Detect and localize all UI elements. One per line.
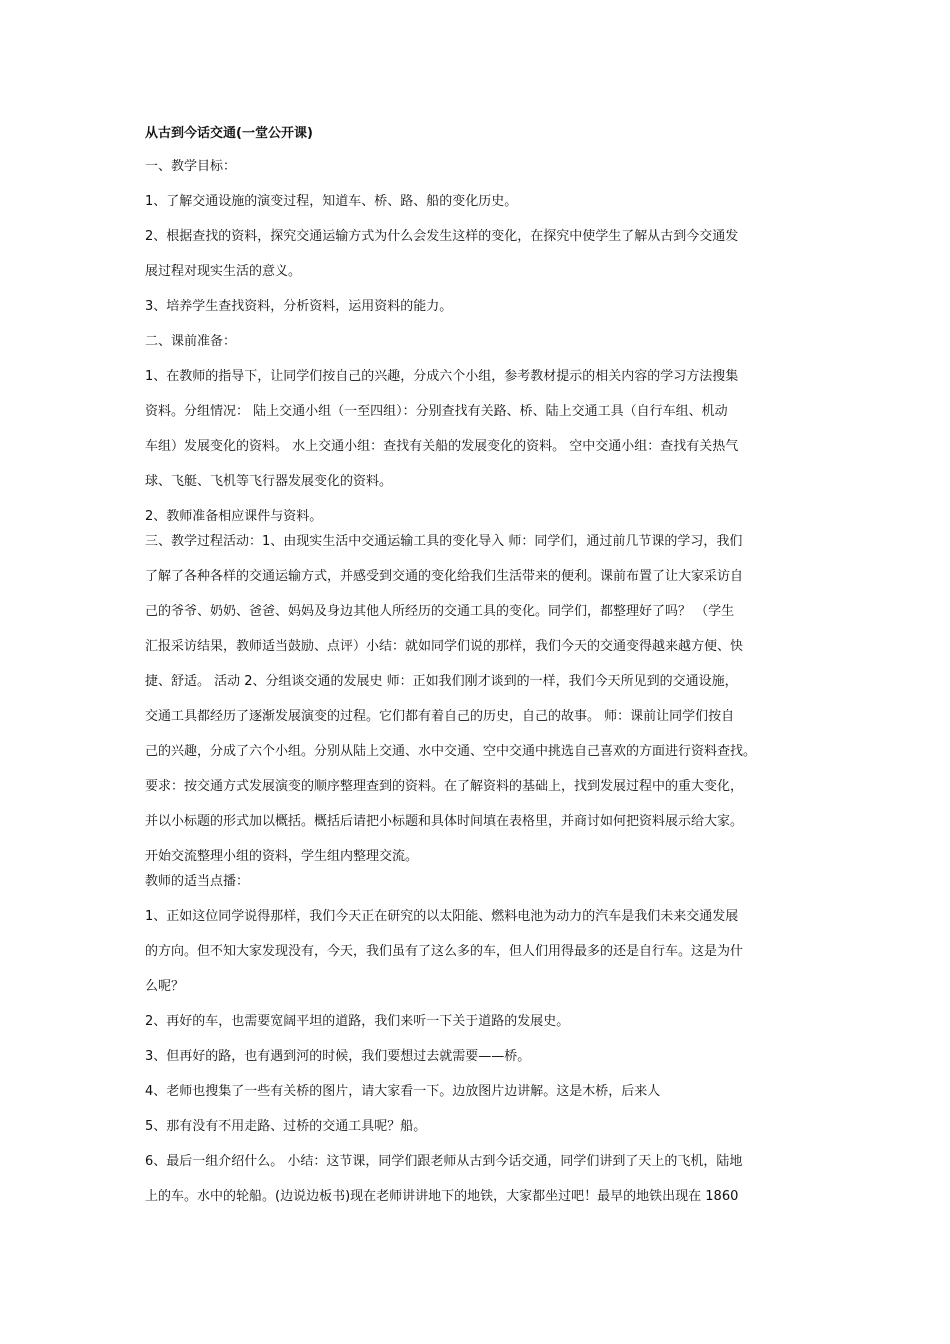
tip-1-line-1: 1、正如这位同学说得那样，我们今天正在研究的以太阳能、燃料电池为动力的汽车是我们未来交通发展 [145,909,739,924]
tip-6-line-2: 上的车。水中的轮船。(边说边板书)现在老师讲讲地下的地铁，大家都坐过吧！最早的地铁出现在 1860 [145,1189,739,1204]
objective-2-line-1: 2、根据查找的资料，探究交通运输方式为什么会发生这样的变化，在探究中使学生了解从古到今交通发 [145,229,739,244]
process-line-2: 了解了各种各样的交通运输方式，并感受到交通的变化给我们生活带来的便利。课前布置了让大家采访自 [145,569,744,584]
teacher-tips-heading: 教师的适当点播： [145,874,250,889]
process-line-10: 开始交流整理小组的资料，学生组内整理交流。 [145,849,419,864]
tip-2: 2、再好的车，也需要宽阔平坦的道路，我们来听一下关于道路的发展史。 [145,1014,570,1029]
preparation-1-line-2: 资料。分组情况： 陆上交通小组（一至四组）：分别查找有关路、桥、陆上交通工具（自行车组、机动 [145,404,728,419]
process-line-5: 捷、舒适。 活动 2、分组谈交通的发展史 师：正如我们刚才谈到的一样，我们今天所见到的交通设施， [145,674,738,689]
tip-3: 3、但再好的路，也有遇到河的时候，我们要想过去就需要——桥。 [145,1049,531,1064]
tip-5: 5、那有没有不用走路、过桥的交通工具呢？船。 [145,1119,427,1134]
section-heading-objectives: 一、教学目标： [145,159,237,174]
objective-2-line-2: 展过程对现实生活的意义。 [145,264,302,279]
process-line-4: 汇报采访结果，教师适当鼓励、点评）小结：就如同学们说的那样，我们今天的交通变得越来越方便、快 [145,639,744,654]
preparation-2: 2、教师准备相应课件与资料。 [145,509,323,524]
process-line-8: 要求：按交通方式发展演变的顺序整理查到的资料。在了解资料的基础上，找到发展过程中的重大变化， [145,779,744,794]
tip-1-line-3: 么呢？ [145,979,185,994]
process-line-3: 己的爷爷、奶奶、爸爸、妈妈及身边其他人所经历的交通工具的变化。同学们，都整理好了吗？ （学生 [145,604,735,619]
preparation-1-line-4: 球、飞艇、飞机等飞行器发展变化的资料。 [145,474,393,489]
preparation-1-line-1: 1、在教师的指导下，让同学们按自己的兴趣，分成六个小组，参考教材提示的相关内容的学习方法搜集 [145,369,739,384]
objective-3: 3、培养学生查找资料，分析资料，运用资料的能力。 [145,299,453,314]
document-title: 从古到今话交通(一堂公开课) [145,126,313,141]
preparation-1-line-3: 车组）发展变化的资料。 水上交通小组：查找有关船的发展变化的资料。 空中交通小组：查找有关热气 [145,439,739,454]
process-line-7: 己的兴趣，分成了六个小组。分别从陆上交通、水中交通、空中交通中挑选自己喜欢的方面进行资料查找。 [145,744,757,759]
objective-1: 1、了解交通设施的演变过程，知道车、桥、路、船的变化历史。 [145,194,518,209]
process-line-1: 三、教学过程活动：1、由现实生活中交通运输工具的变化导入 师：同学们，通过前几节课的学习，我们 [145,534,743,549]
process-line-9: 并以小标题的形式加以概括。概括后请把小标题和具体时间填在表格里，并商讨如何把资料展示给大家。 [145,814,744,829]
process-line-6: 交通工具都经历了逐渐发展演变的过程。它们都有着自己的历史，自己的故事。 师：课前让同学们按自 [145,709,735,724]
tip-1-line-2: 的方向。但不知大家发现没有，今天，我们虽有了这么多的车，但人们用得最多的还是自行车。这是为什 [145,944,744,959]
document-page [145,125,825,1223]
tip-4: 4、老师也搜集了一些有关桥的图片，请大家看一下。边放图片边讲解。这是木桥，后来人 [145,1084,661,1099]
tip-6-line-1: 6、最后一组介绍什么。 小结：这节课，同学们跟老师从古到今话交通，同学们讲到了天上的飞机，陆地 [145,1154,743,1169]
section-heading-preparation: 二、课前准备： [145,334,237,349]
